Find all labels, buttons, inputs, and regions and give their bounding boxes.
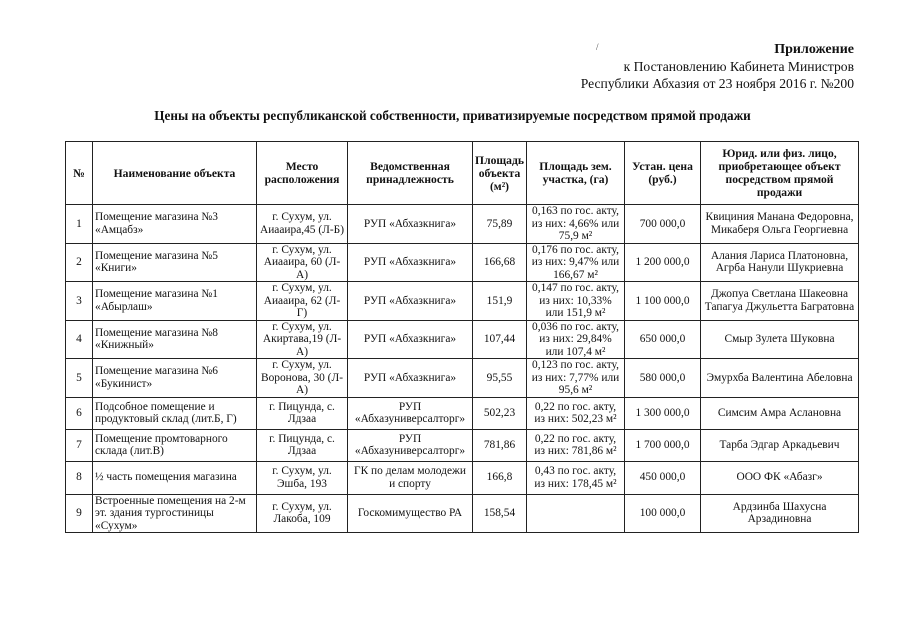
object-price: 1 300 000,0	[625, 397, 701, 429]
table-row	[66, 320, 859, 359]
row-num: 1	[66, 205, 93, 244]
object-price: 450 000,0	[625, 461, 701, 494]
object-price: 1 700 000,0	[625, 429, 701, 461]
row-num: 6	[66, 397, 93, 429]
table-row	[66, 494, 859, 533]
object-buyer: Ардзинба Шахусна Арзадиновна	[701, 494, 859, 533]
resolution-date: Республики Абхазия от 23 ноября 2016 г. №200	[580, 76, 854, 91]
table-header-row	[66, 142, 859, 205]
table-row	[66, 205, 859, 244]
object-buyer: Симсим Амра Аслановна	[701, 397, 859, 429]
resolution-reference: к Постановлению Кабинета Министров	[623, 59, 854, 74]
object-buyer: Джопуа Светлана Шакеовна Тапагуа Джульетта Багратовна	[701, 282, 859, 321]
object-place: г. Пицунда, с. Лдзаа	[257, 429, 348, 461]
object-place: г. Сухум, ул. Аиааира, 60 (Л-А)	[257, 243, 348, 282]
table-row	[66, 243, 859, 282]
object-area: 151,9	[473, 282, 527, 321]
prices-table	[65, 141, 859, 533]
object-dept: РУП «Абхазкнига»	[348, 282, 473, 321]
object-dept: ГК по делам молодежи и спорту	[348, 461, 473, 494]
row-num: 2	[66, 243, 93, 282]
land-area: 0,22 по гос. акту, из них: 781,86 м²	[527, 429, 625, 461]
table-row	[66, 429, 859, 461]
object-dept: РУП «Абхазуниверсалторг»	[348, 429, 473, 461]
row-num: 7	[66, 429, 93, 461]
col-buyer: Юрид. или физ. лицо, приобретающее объект посредством прямой продажи	[701, 142, 859, 205]
land-area: 0,036 по гос. акту, из них: 29,84% или 107,4 м²	[527, 320, 625, 359]
row-num: 3	[66, 282, 93, 321]
row-num: 9	[66, 494, 93, 533]
object-area: 166,8	[473, 461, 527, 494]
land-area: 0,176 по гос. акту, из них: 9,47% или 166,67 м²	[527, 243, 625, 282]
table-row	[66, 461, 859, 494]
document-header	[581, 41, 854, 92]
object-place: г. Сухум, ул. Эшба, 193	[257, 461, 348, 494]
object-price: 580 000,0	[625, 359, 701, 398]
object-place: г. Сухум, ул. Аиааира, 62 (Л-Г)	[257, 282, 348, 321]
land-area: 0,163 по гос. акту, из них: 4,66% или 75,9 м²	[527, 205, 625, 244]
col-name: Наименование объекта	[93, 142, 257, 205]
object-name: Помещение магазина №1 «Абырлаш»	[93, 282, 257, 321]
object-buyer: ООО ФК «Абазг»	[701, 461, 859, 494]
object-dept: РУП «Абхазкнига»	[348, 320, 473, 359]
object-name: Помещение магазина №6 «Букинист»	[93, 359, 257, 398]
appendix-label: Приложение	[774, 42, 854, 57]
object-area: 781,86	[473, 429, 527, 461]
object-dept: Госкомимущество РА	[348, 494, 473, 533]
table-row	[66, 359, 859, 398]
object-area: 95,55	[473, 359, 527, 398]
object-name: ½ часть помещения магазина	[93, 461, 257, 494]
object-place: г. Сухум, ул. Лакоба, 109	[257, 494, 348, 533]
object-price: 700 000,0	[625, 205, 701, 244]
object-dept: РУП «Абхазкнига»	[348, 205, 473, 244]
table-row	[66, 282, 859, 321]
object-place: г. Сухум, ул. Аиааира,45 (Л-Б)	[257, 205, 348, 244]
object-name: Помещение промтоварного склада (лит.В)	[93, 429, 257, 461]
object-area: 158,54	[473, 494, 527, 533]
object-name: Встроенные помещения на 2-м эт. здания тургостиницы «Сухум»	[93, 494, 257, 533]
object-dept: РУП «Абхазуниверсалторг»	[348, 397, 473, 429]
object-place: г. Сухум, ул. Воронова, 30 (Л-А)	[257, 359, 348, 398]
object-price: 1 200 000,0	[625, 243, 701, 282]
land-area: 0,147 по гос. акту, из них: 10,33% или 151,9 м²	[527, 282, 625, 321]
object-area: 166,68	[473, 243, 527, 282]
object-dept: РУП «Абхазкнига»	[348, 359, 473, 398]
object-name: Помещение магазина №3 «Амцабз»	[93, 205, 257, 244]
object-area: 75,89	[473, 205, 527, 244]
object-place: г. Сухум, ул. Акиртава,19 (Л-А)	[257, 320, 348, 359]
object-name: Помещение магазина №5 «Книги»	[93, 243, 257, 282]
land-area: 0,123 по гос. акту, из них: 7,77% или 95,6 м²	[527, 359, 625, 398]
object-buyer: Квициния Манана Федоровна, Микаберя Ольга Георгиевна	[701, 205, 859, 244]
col-num: №	[66, 142, 93, 205]
object-buyer: Алания Лариса Платоновна, Агрба Нанули Шукриевна	[701, 243, 859, 282]
row-num: 4	[66, 320, 93, 359]
object-dept: РУП «Абхазкнига»	[348, 243, 473, 282]
object-buyer: Эмурхба Валентина Абеловна	[701, 359, 859, 398]
object-area: 107,44	[473, 320, 527, 359]
land-area	[527, 494, 625, 533]
land-area: 0,22 по гос. акту, из них: 502,23 м²	[527, 397, 625, 429]
col-dept: Ведомственная принадлежность	[348, 142, 473, 205]
object-price: 100 000,0	[625, 494, 701, 533]
object-buyer: Тарба Эдгар Аркадьевич	[701, 429, 859, 461]
object-buyer: Смыр Зулета Шуковна	[701, 320, 859, 359]
row-num: 8	[66, 461, 93, 494]
object-name: Помещение магазина №8 «Книжный»	[93, 320, 257, 359]
object-price: 650 000,0	[625, 320, 701, 359]
object-price: 1 100 000,0	[625, 282, 701, 321]
col-area-obj: Площадь объекта (м²)	[473, 142, 527, 205]
document-title: Цены на объекты республиканской собственности, приватизируемые посредством прямой продажи	[154, 108, 751, 123]
col-area-land: Площадь зем. участка, (га)	[527, 142, 625, 205]
row-num: 5	[66, 359, 93, 398]
col-price: Устан. цена (руб.)	[625, 142, 701, 205]
pen-mark: /	[596, 42, 599, 52]
land-area: 0,43 по гос. акту, из них: 178,45 м²	[527, 461, 625, 494]
table-row	[66, 397, 859, 429]
object-name: Подсобное помещение и продуктовый склад (лит.Б, Г)	[93, 397, 257, 429]
object-place: г. Пицунда, с. Лдзаа	[257, 397, 348, 429]
object-area: 502,23	[473, 397, 527, 429]
col-place: Место расположения	[257, 142, 348, 205]
